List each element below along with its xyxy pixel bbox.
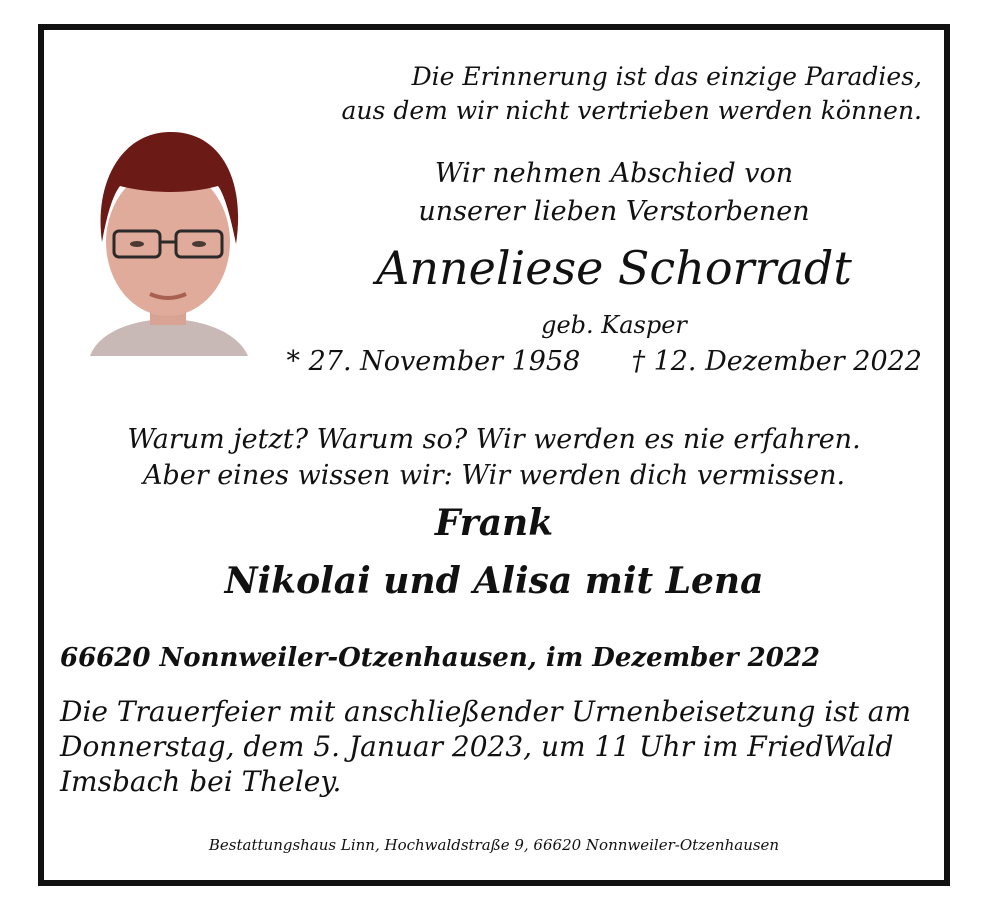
intro-line-2: unserer lieben Verstorbenen (418, 196, 810, 227)
portrait-image (80, 124, 256, 356)
service-line-1: Die Trauerfeier mit anschließender Urnenbeisetzung ist am (60, 695, 912, 728)
service-line-2: Donnerstag, dem 5. Januar 2023, um 11 Uhr im FriedWald (60, 730, 894, 763)
deceased-name: Anneliese Schorradt (376, 241, 852, 295)
obituary-frame (38, 24, 950, 886)
mourner-line-1: Frank (434, 502, 554, 544)
birth-date: * 27. November 1958 (286, 346, 581, 377)
place-date: 66620 Nonnweiler-Otzenhausen, im Dezember 2022 (60, 643, 821, 673)
quote-line-2: aus dem wir nicht vertrieben werden können. (341, 96, 922, 125)
life-dates (287, 346, 923, 377)
mourner-line-2: Nikolai und Alisa mit Lena (224, 560, 764, 602)
death-date: † 12. Dezember 2022 (631, 346, 922, 377)
verse-line-1: Warum jetzt? Warum so? Wir werden es nie erfahren. (127, 424, 861, 455)
quote-line-1: Die Erinnerung ist das einzige Paradies, (411, 62, 922, 91)
service-line-3: Imsbach bei Theley. (60, 765, 342, 798)
portrait-photo (80, 124, 256, 356)
verse-line-2: Aber eines wissen wir: Wir werden dich vermissen. (142, 460, 846, 491)
funeral-home: Bestattungshaus Linn, Hochwaldstraße 9, 66620 Nonnweiler-Otzenhausen (208, 836, 780, 854)
intro-line-1: Wir nehmen Abschied von (434, 158, 794, 189)
birth-name: geb. Kasper (541, 311, 687, 339)
